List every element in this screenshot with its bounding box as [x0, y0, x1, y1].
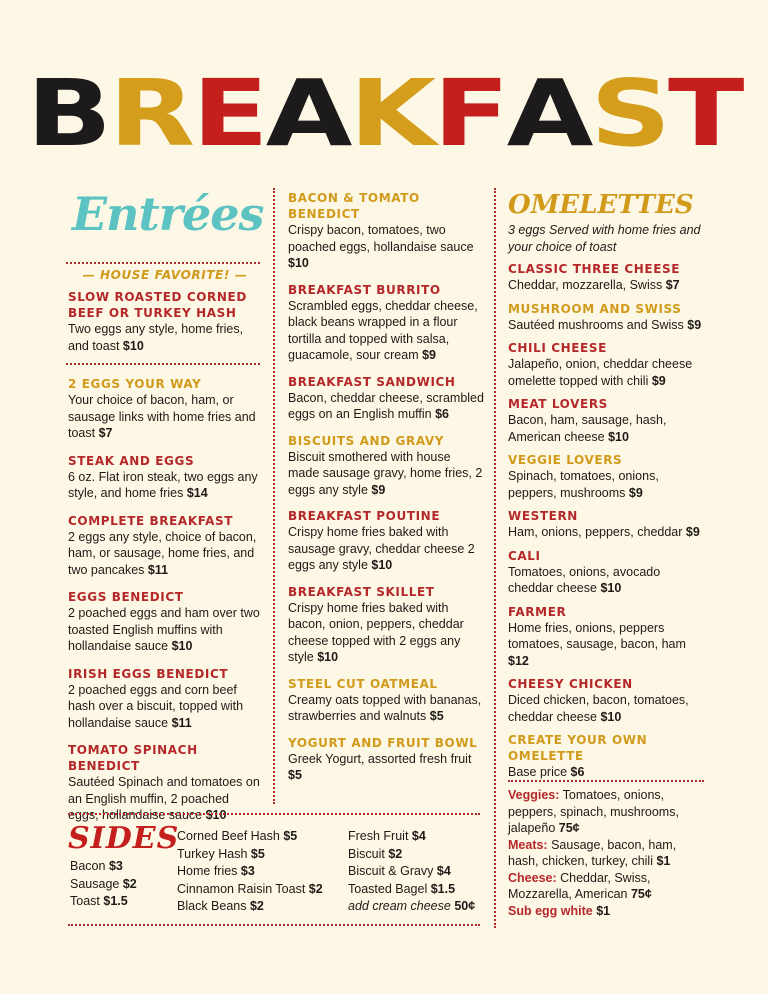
side-name: Biscuit & Gravy: [348, 864, 434, 878]
addon-price: 75¢: [558, 821, 580, 835]
side-item: [70, 876, 172, 894]
item-desc: [508, 317, 708, 334]
addon-label: Meats:: [508, 837, 548, 852]
divider: [66, 262, 260, 264]
item-name: CLASSIC THREE CHEESE: [508, 262, 681, 276]
item-price: $6: [435, 407, 450, 421]
menu-item: [508, 604, 708, 670]
item-desc: [288, 524, 484, 574]
item-desc-text: Cheddar, mozzarella, Swiss: [508, 278, 663, 292]
side-price: $3: [108, 859, 123, 873]
menu-item: [508, 340, 708, 389]
item-desc: [288, 390, 484, 423]
item-desc: [288, 222, 484, 272]
item-price: $9: [685, 525, 700, 539]
side-price: $4: [411, 829, 426, 843]
item-name: FARMER: [508, 604, 567, 619]
item-name: EGGS BENEDICT: [68, 590, 184, 604]
item-desc-text: Ham, onions, peppers, cheddar: [508, 525, 683, 539]
item-desc-text: Bacon, ham, sausage, hash, American cheese: [508, 413, 667, 444]
addon-label: Veggies:: [508, 788, 560, 802]
item-name: BREAKFAST SKILLET: [288, 584, 435, 599]
item-price: $7: [665, 278, 680, 292]
item-desc-text: 2 poached eggs and corn beef hash over a biscuit, topped with hollandaise sauce: [68, 682, 244, 730]
omelettes-column: [508, 188, 708, 788]
side-item: [177, 898, 343, 916]
item-desc-text: Spinach, tomatoes, onions, peppers, mushrooms: [508, 469, 659, 500]
item-price: $9: [422, 348, 437, 362]
item-name: VEGGIE LOVERS: [508, 453, 623, 467]
entrees-column: [68, 186, 262, 242]
menu-item: [288, 508, 484, 574]
side-price: $2: [249, 899, 264, 913]
item-desc-text: Crispy home fries baked with bacon, onion, peppers, cheddar cheese topped with 2 eggs any style: [288, 600, 464, 664]
side-item: [177, 863, 343, 881]
item-price: $11: [147, 562, 169, 577]
item-desc: [288, 449, 484, 499]
addon-text: Tomatoes, onions, peppers, spinach, mushrooms, jalapeño: [508, 788, 679, 835]
side-price: $1.5: [430, 881, 456, 896]
menu-item: [68, 742, 262, 824]
item-desc-text: Biscuit smothered with house made sausage gravy, home fries, 2 eggs any style: [288, 449, 483, 497]
side-addon-name: add cream cheese: [348, 899, 451, 913]
item-desc-text: 2 eggs any style, choice of bacon, ham, or sausage, home fries, and two pancakes: [68, 529, 257, 577]
menu-title: [0, 58, 768, 170]
divider: [494, 188, 496, 928]
item-desc-text: Base price: [508, 765, 568, 779]
item-price: $9: [371, 482, 386, 497]
title-letter: A: [506, 60, 591, 168]
item-desc: [68, 774, 262, 824]
item-price: $11: [171, 715, 192, 730]
side-name: Fresh Fruit: [348, 829, 409, 843]
title-letter: B: [26, 60, 109, 168]
item-price: $10: [171, 639, 193, 653]
item-desc-text: 2 poached eggs and ham over two toasted English muffins with hollandaise sauce: [68, 606, 260, 653]
side-price: $2: [122, 876, 137, 891]
item-desc-text: 6 oz. Flat iron steak, two eggs any style, and home fries: [68, 469, 258, 500]
item-price: $10: [317, 650, 339, 664]
item-name: CREATE YOUR OWN OMELETTE: [508, 733, 648, 763]
side-price: $2: [388, 846, 403, 861]
item-price: $9: [628, 485, 643, 500]
divider: [273, 188, 275, 804]
item-desc: [288, 692, 484, 725]
omelettes-intro: 3 eggs Served with home fries and your choice of toast: [508, 223, 701, 254]
item-desc: [508, 277, 708, 294]
item-name: BREAKFAST BURRITO: [288, 282, 441, 297]
featured-item-desc: [68, 321, 262, 354]
side-price: $2: [308, 881, 323, 896]
addon-text: Sausage, bacon, ham, hash, chicken, turkey, chili: [508, 837, 677, 868]
item-price: $10: [288, 256, 309, 270]
sides-list-3: [348, 828, 484, 898]
item-price: $10: [371, 558, 393, 572]
addon-label: Sub egg white: [508, 903, 593, 918]
item-desc-text: Home fries, onions, peppers tomatoes, sausage, bacon, ham: [508, 620, 686, 651]
house-favorite-label: — HOUSE FAVORITE! —: [82, 268, 248, 282]
addon-meats: [508, 837, 704, 870]
menu-item: [508, 676, 708, 725]
item-price: $6: [570, 765, 585, 779]
divider: [68, 813, 480, 815]
side-name: Toast: [70, 894, 100, 908]
sides-heading: SIDES: [68, 821, 180, 856]
menu-item: [288, 433, 484, 499]
sides-list-1: [70, 858, 172, 911]
item-price: $9: [651, 373, 666, 388]
item-desc: [68, 392, 262, 442]
item-name: CALI: [508, 548, 541, 563]
side-item: [177, 828, 343, 846]
menu-item: [68, 453, 262, 502]
create-your-own: [508, 732, 708, 781]
featured-item-name: SLOW ROASTED CORNED BEEF OR TURKEY HASH: [68, 290, 247, 320]
item-desc-text: Sautéed mushrooms and Swiss: [508, 317, 684, 332]
addon-price: $1: [596, 903, 611, 918]
sides-col-3: [348, 828, 484, 916]
divider: [66, 363, 260, 365]
side-price: $5: [250, 846, 265, 861]
menu-item: [68, 513, 262, 579]
side-name: Bacon: [70, 859, 106, 873]
item-desc-text: Bacon, cheddar cheese, scrambled eggs on an English muffin: [288, 390, 484, 421]
title-letter: S: [590, 60, 669, 168]
side-name: Corned Beef Hash: [177, 829, 280, 843]
side-price: $5: [283, 829, 298, 843]
side-name: Black Beans: [177, 899, 247, 913]
menu-item: [508, 301, 708, 334]
item-desc-text: Crispy bacon, tomatoes, two poached eggs, hollandaise sauce: [288, 223, 474, 254]
featured-desc-text: Two eggs any style, home fries, and toast: [68, 322, 244, 353]
item-desc-text: Sautéed Spinach and tomatoes on an English muffin, 2 poached eggs, hollandaise sauce: [68, 775, 260, 822]
item-desc-text: Jalapeño, onion, cheddar cheese omelette topped with chili: [508, 357, 693, 388]
side-item: [348, 881, 484, 899]
side-item: [177, 846, 343, 864]
menu-item: [68, 666, 262, 732]
addon-sub-egg-white: [508, 903, 704, 920]
menu-item: [508, 548, 708, 597]
side-addon-price: 50¢: [454, 899, 476, 913]
item-desc: [68, 469, 262, 502]
item-desc-text: Your choice of bacon, ham, or sausage links with home fries and toast: [68, 393, 256, 440]
item-desc: [508, 692, 708, 725]
omelettes-heading: OMELETTES: [508, 190, 694, 220]
omelette-addons: [508, 787, 704, 919]
item-desc-text: Greek Yogurt, assorted fresh fruit: [288, 751, 472, 766]
item-price: $5: [429, 709, 444, 723]
divider: [68, 924, 480, 926]
featured-block: [68, 267, 262, 354]
sides-col-1: [68, 820, 180, 911]
item-name: STEEL CUT OATMEAL: [288, 676, 438, 691]
menu-item: [508, 508, 708, 541]
side-item: [70, 858, 172, 876]
entrees-heading: Entrées: [72, 187, 264, 241]
item-desc: [508, 764, 708, 781]
item-price: $9: [687, 317, 702, 332]
addon-veggies: [508, 787, 704, 837]
item-name: TOMATO SPINACH BENEDICT: [68, 743, 198, 773]
item-name: BACON & TOMATO BENEDICT: [288, 191, 420, 221]
item-price: $14: [186, 486, 208, 500]
title-letter: T: [668, 60, 742, 168]
item-price: $5: [288, 768, 302, 782]
side-name: Turkey Hash: [177, 846, 248, 861]
item-desc: [68, 605, 262, 655]
item-name: MEAT LOVERS: [508, 397, 608, 411]
item-name: BREAKFAST POUTINE: [288, 509, 441, 523]
item-name: STEAK AND EGGS: [68, 453, 195, 468]
item-price: $7: [98, 426, 113, 440]
addon-cheese: [508, 870, 704, 903]
side-name: Cinnamon Raisin Toast: [177, 881, 306, 896]
title-letter: K: [349, 60, 434, 168]
item-desc: [508, 524, 708, 541]
side-price: $4: [436, 864, 451, 878]
title-letter: A: [265, 60, 350, 168]
entrees-list: [68, 376, 262, 835]
menu-item: [288, 282, 484, 364]
title-letter: F: [433, 60, 507, 168]
item-desc: [508, 620, 708, 670]
item-desc: [288, 751, 484, 784]
item-name: IRISH EGGS BENEDICT: [68, 666, 229, 681]
addon-price: $1: [656, 854, 671, 868]
sides-list-2: [177, 828, 343, 916]
menu-item: [508, 452, 708, 501]
item-name: CHEESY CHICKEN: [508, 677, 633, 691]
item-desc: [68, 682, 262, 732]
side-name: Home fries: [177, 864, 238, 878]
menu-item: [508, 261, 708, 294]
side-addon: [348, 898, 484, 916]
item-desc-text: Diced chicken, bacon, tomatoes, cheddar cheese: [508, 693, 689, 724]
menu-item: [288, 735, 484, 784]
item-name: CHILI CHEESE: [508, 341, 607, 355]
divider: [508, 780, 704, 782]
item-desc-text: Tomatoes, onions, avocado cheddar cheese: [508, 564, 661, 595]
menu-item: [288, 584, 484, 666]
item-price: $10: [205, 808, 227, 822]
item-price: $10: [600, 581, 622, 595]
addon-price: 75¢: [630, 887, 652, 901]
menu-item: [288, 374, 484, 423]
side-item: [348, 863, 484, 881]
item-price: $10: [608, 429, 629, 444]
item-desc: [508, 356, 708, 389]
item-name: YOGURT AND FRUIT BOWL: [288, 735, 478, 750]
side-name: Toasted Bagel: [348, 881, 428, 896]
addon-label: Cheese:: [508, 870, 557, 885]
omelette-list: [508, 261, 708, 781]
item-name: WESTERN: [508, 509, 578, 523]
item-desc-text: Creamy oats topped with bananas, strawberries and walnuts: [288, 692, 482, 723]
side-item: [70, 893, 172, 911]
menu-item: [288, 676, 484, 725]
featured-price: $10: [122, 338, 144, 353]
item-desc: [68, 529, 262, 579]
item-price: $10: [600, 709, 622, 724]
item-desc-text: Crispy home fries baked with sausage gravy, cheddar cheese 2 eggs any style: [288, 525, 475, 572]
side-item: [177, 881, 343, 899]
item-name: BISCUITS AND GRAVY: [288, 433, 445, 448]
menu-item: [68, 376, 262, 442]
item-name: COMPLETE BREAKFAST: [68, 513, 234, 528]
side-price: $3: [240, 864, 255, 878]
menu-item: [508, 396, 708, 445]
side-name: Biscuit: [348, 846, 385, 861]
menu-item: [68, 589, 262, 655]
side-item: [348, 846, 484, 864]
item-desc: [288, 600, 484, 666]
item-name: BREAKFAST SANDWICH: [288, 374, 456, 389]
side-name: Sausage: [70, 876, 120, 891]
title-letter: E: [192, 60, 266, 168]
item-desc: [508, 468, 708, 501]
side-item: [348, 828, 484, 846]
item-desc: [288, 298, 484, 364]
title-letter: R: [108, 60, 193, 168]
item-desc: [508, 564, 708, 597]
item-desc-text: Scrambled eggs, cheddar cheese, black beans wrapped in a flour tortilla and topped with salsa, guacamole, sour cream: [288, 298, 478, 362]
menu-item: [288, 190, 484, 272]
item-name: MUSHROOM AND SWISS: [508, 301, 682, 316]
side-price: $1.5: [103, 894, 128, 908]
item-name: 2 EGGS YOUR WAY: [68, 377, 202, 391]
item-desc: [508, 412, 708, 445]
middle-list: [288, 190, 484, 794]
addon-text: Cheddar, Swiss, Mozzarella, American: [508, 870, 651, 901]
item-price: $12: [508, 653, 529, 668]
